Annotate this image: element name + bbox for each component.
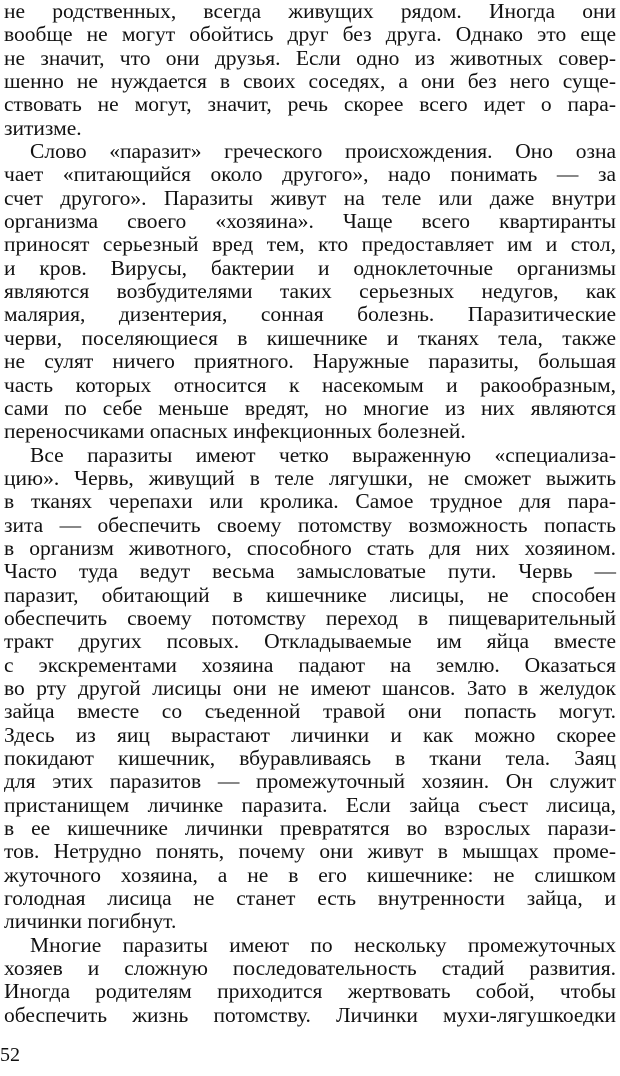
text-line: счет другого». Паразиты живут на теле или даже внутри <box>4 185 616 210</box>
text-line: пристанищем личинке паразита. Если зайца съест лисица, <box>4 792 616 817</box>
text-line: зайца вместе со съеденной травой они попасть могут. <box>4 699 616 724</box>
text-line: тракт других псовых. Откладываемые им яйца вместе <box>4 629 616 654</box>
text-line: для этих паразитов — промежуточный хозяин. Он служит <box>4 769 616 794</box>
text-line: покидают кишечник, вбуравливаясь в ткани тела. Заяц <box>4 746 616 770</box>
text-line: жуточного хозяина, а не в его кишечнике: не слишком <box>4 862 616 887</box>
text-line: Слово «паразит» греческого происхождения. Оно озна <box>30 139 616 164</box>
text-line: часть которых относится к насекомым и ракообразным, <box>4 372 616 397</box>
text-line: черви, поселяющиеся в кишечнике и тканях тела, также <box>4 325 616 350</box>
text-line: в тканях черепахи или кролика. Самое трудное для пара- <box>4 489 616 514</box>
text-line: обеспечить своему потомству переход в пищеварительный <box>4 605 616 630</box>
text-line: Иногда родителям приходится жертвовать собой, чтобы <box>4 979 616 1004</box>
text-line: зита — обеспечить своему потомству возможность попасть <box>4 512 616 537</box>
text-line: являются возбудителями таких серьезных недугов, как <box>4 279 616 304</box>
text-line: ствовать не могут, значит, речь скорее всего идет о пара- <box>4 92 616 117</box>
text-line: не значит, что они друзья. Если одно из животных совер- <box>4 45 616 70</box>
text-line: шенно не нуждается в своих соседях, а они без него суще- <box>4 69 616 94</box>
text-line: обеспечить жизнь потомству. Личинки мухи-лягушкоедки <box>4 1002 616 1027</box>
text-line: приносят серьезный вред тем, кто предоставляет им и стол, <box>4 232 616 257</box>
text-line: не родственных, всегда живущих рядом. Иногда они <box>4 0 616 23</box>
text-line: не сулят ничего приятного. Наружные паразиты, большая <box>4 349 616 374</box>
text-line: переносчиками опасных инфекционных болезней. <box>4 419 466 444</box>
text-line: чает «питающийся около другого», надо понимать — за <box>4 162 616 187</box>
text-line: Все паразиты имеют четко выраженную «специализа- <box>30 442 616 467</box>
text-line: Часто туда ведут весьма замысловатые пути. Червь — <box>4 559 616 584</box>
text-line: Многие паразиты имеют по нескольку промежуточных <box>30 932 616 957</box>
text-line: вообще не могут обойтись друг без друга. Однако это еще <box>4 22 616 47</box>
text-line: в ее кишечнике личинки превратятся во взрослых парази- <box>4 816 616 841</box>
text-line: тов. Нетрудно понять, почему они живут в мышцах проме- <box>4 839 616 864</box>
text-line: в организм животного, способного стать для них хозяином. <box>4 535 616 560</box>
text-line: малярия, дизентерия, сонная болезнь. Паразитические <box>4 302 616 327</box>
text-line: хозяев и сложную последовательность стадий развития. <box>4 956 616 981</box>
text-line: личинки погибнут. <box>4 909 177 934</box>
text-line: организма своего «хозяина». Чаще всего квартиранты <box>4 209 616 234</box>
page-number: 52 <box>0 1044 20 1066</box>
text-line: и кров. Вирусы, бактерии и одноклеточные организмы <box>4 255 616 280</box>
text-line: сами по себе меньше вредят, но многие из них являются <box>4 395 616 420</box>
text-line: паразит, обитающий в кишечнике лисицы, не способен <box>4 582 616 607</box>
text-line: с экскрементами хозяина падают на землю. Оказаться <box>4 652 616 677</box>
text-line: цию». Червь, живущий в теле лягушки, не сможет выжить <box>4 465 616 490</box>
text-line: голодная лисица не станет есть внутренности зайца, и <box>4 886 616 911</box>
body-text <box>4 0 616 1027</box>
text-line: зитизме. <box>4 115 82 140</box>
text-line: Здесь из яиц вырастают личинки и как можно скорее <box>4 722 616 747</box>
text-line: во рту другой лисицы они не имеют шансов. Зато в желудок <box>4 675 616 700</box>
